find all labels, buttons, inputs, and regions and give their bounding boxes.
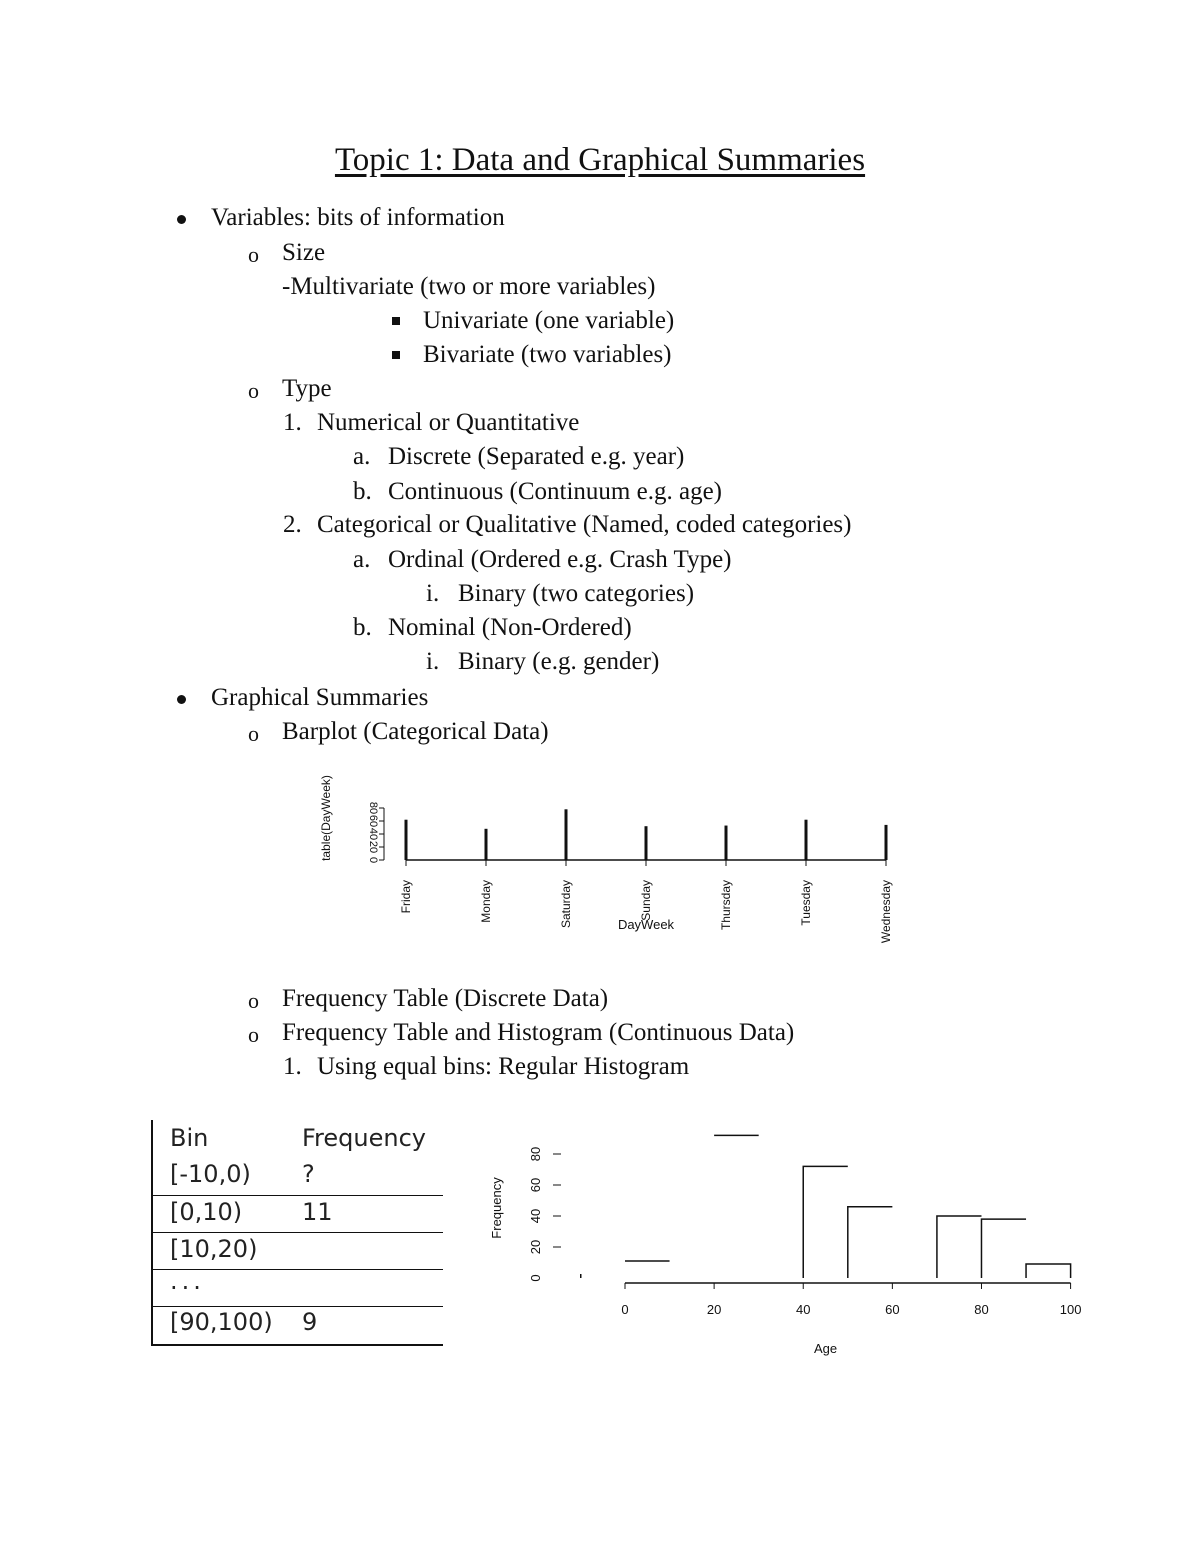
multivariate-item: -Multivariate (two or more variables): [282, 273, 656, 300]
table-left-rule: [151, 1120, 153, 1346]
square-bullet: [392, 317, 400, 325]
circle-bullet: o: [248, 242, 259, 267]
ordinal-item: Ordinal (Ordered e.g. Crash Type): [388, 546, 732, 573]
equal-bins-item: Using equal bins: Regular Histogram: [317, 1053, 690, 1080]
binary-item: Binary (two categories): [458, 580, 695, 607]
type-item: Type: [282, 375, 332, 402]
square-bullet: [392, 351, 400, 359]
graphical-heading: Graphical Summaries: [211, 684, 429, 711]
x-tick-label: 20: [706, 1302, 722, 1317]
circle-bullet: o: [248, 721, 259, 746]
list-marker: 1.: [283, 1053, 302, 1080]
header-bin: Bin: [170, 1124, 209, 1152]
y-tick-label: 80: [528, 1146, 543, 1162]
x-tick-label: Friday: [399, 880, 413, 914]
bullet-disc: [177, 215, 186, 224]
discrete-item: Discrete (Separated e.g. year): [388, 443, 685, 470]
histogram-bar: [937, 1216, 982, 1278]
variables-heading: Variables: bits of information: [211, 204, 505, 231]
y-tick-label: 20: [528, 1239, 543, 1255]
x-tick-label: 80: [974, 1302, 989, 1317]
numerical-item: Numerical or Quantitative: [317, 409, 580, 436]
table-cell-frequency: 9: [302, 1308, 318, 1336]
y-tick-label: 40: [528, 1208, 543, 1224]
x-tick-label: Monday: [479, 880, 493, 923]
freq-table-item: Frequency Table (Discrete Data): [282, 985, 609, 1012]
bullet-disc: [177, 695, 186, 704]
table-cell-bin: [10,20): [170, 1235, 258, 1263]
table-cell-frequency: ?: [302, 1160, 315, 1188]
binary-gender-item: Binary (e.g. gender): [458, 648, 660, 675]
barplot-chart: [300, 770, 920, 970]
frequency-table: [151, 1120, 443, 1346]
y-tick-label: 60: [367, 814, 379, 828]
histogram-bar: [848, 1207, 893, 1278]
categorical-item: Categorical or Qualitative (Named, coded categories): [317, 511, 852, 538]
x-tick-label: 0: [621, 1302, 629, 1317]
univariate-item: Univariate (one variable): [423, 307, 675, 334]
y-tick-label: 40: [367, 827, 379, 841]
table-bottom-rule: [151, 1344, 443, 1346]
list-marker: 2.: [283, 511, 302, 538]
row-divider: [151, 1232, 443, 1233]
table-cell-bin: [90,100): [170, 1308, 273, 1336]
x-axis-label: DayWeek: [617, 917, 675, 932]
y-tick-label: 80: [367, 801, 379, 815]
list-marker: 1.: [283, 409, 302, 436]
histogram-bar: [803, 1166, 848, 1278]
x-tick-label: Sunday: [639, 880, 653, 921]
x-tick-label: 60: [885, 1302, 900, 1317]
circle-bullet: o: [248, 378, 259, 403]
table-cell-ellipsis: ...: [170, 1267, 205, 1295]
x-tick-label: 40: [796, 1302, 811, 1317]
barplot-item: Barplot (Categorical Data): [282, 718, 549, 745]
page-title: [0, 142, 1200, 179]
list-marker: a.: [353, 443, 371, 470]
page-title-text: Topic 1: Data and Graphical Summaries: [334, 142, 866, 178]
row-divider: [151, 1195, 443, 1196]
size-item: Size: [282, 239, 326, 266]
header-frequency: Frequency: [302, 1124, 426, 1152]
y-axis-label: table(DayWeek): [319, 775, 333, 861]
y-tick-label: 60: [528, 1177, 543, 1193]
row-divider: [151, 1306, 443, 1307]
histogram-chart: [480, 1120, 1100, 1370]
table-cell-bin: [0,10): [170, 1198, 243, 1226]
x-tick-label: Thursday: [719, 880, 733, 931]
y-origin-mark: [580, 1274, 582, 1278]
nominal-item: Nominal (Non-Ordered): [388, 614, 632, 641]
list-marker: i.: [426, 580, 440, 607]
x-tick-label: Wednesday: [879, 880, 893, 944]
x-tick-label: Tuesday: [799, 880, 813, 926]
circle-bullet: o: [248, 1022, 259, 1047]
y-tick-label: 20: [367, 840, 379, 854]
freq-hist-item: Frequency Table and Histogram (Continuous Data): [282, 1019, 795, 1046]
table-cell-bin: [-10,0): [170, 1160, 251, 1188]
histogram-bar: [981, 1219, 1026, 1278]
x-axis-label: Age: [813, 1341, 838, 1356]
x-tick-label: Saturday: [559, 880, 573, 929]
y-tick-label: 0: [528, 1274, 543, 1282]
y-tick-label: 0: [367, 856, 379, 864]
y-axis-label: Frequency: [489, 1177, 504, 1239]
continuous-item: Continuous (Continuum e.g. age): [388, 478, 722, 505]
circle-bullet: o: [248, 988, 259, 1013]
table-cell-frequency: 11: [302, 1198, 333, 1226]
histogram-bar: [1026, 1264, 1071, 1278]
list-marker: i.: [426, 648, 440, 675]
list-marker: b.: [353, 614, 372, 641]
list-marker: b.: [353, 478, 372, 505]
bivariate-item: Bivariate (two variables): [423, 341, 672, 368]
x-tick-label: 100: [1059, 1302, 1082, 1317]
list-marker: a.: [353, 546, 371, 573]
